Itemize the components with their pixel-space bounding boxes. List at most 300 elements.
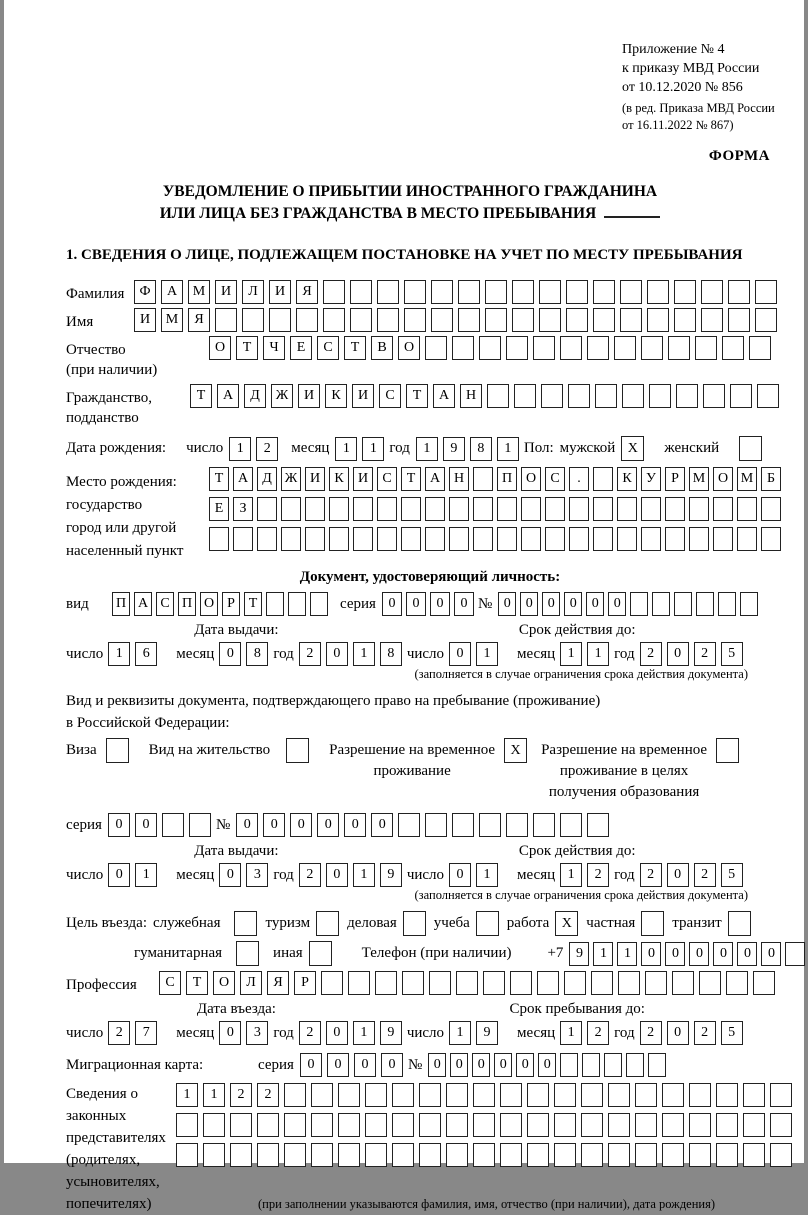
- char-cell[interactable]: 1: [335, 437, 357, 461]
- char-cell[interactable]: [545, 527, 565, 551]
- char-cell[interactable]: [761, 497, 781, 521]
- char-cell[interactable]: [431, 308, 453, 332]
- char-cell[interactable]: [674, 592, 692, 616]
- char-cell[interactable]: 0: [737, 942, 757, 966]
- char-cell[interactable]: [257, 1143, 279, 1167]
- char-cell[interactable]: С: [156, 592, 174, 616]
- char-cell[interactable]: О: [200, 592, 218, 616]
- char-cell[interactable]: И: [215, 280, 237, 304]
- char-cell[interactable]: [770, 1083, 792, 1107]
- char-cell[interactable]: Д: [244, 384, 266, 408]
- char-cell[interactable]: [696, 592, 714, 616]
- char-cell[interactable]: 0: [538, 1053, 556, 1077]
- char-cell[interactable]: [770, 1143, 792, 1167]
- char-cell[interactable]: И: [298, 384, 320, 408]
- char-cell[interactable]: Ж: [281, 467, 301, 491]
- char-cell[interactable]: Ж: [271, 384, 293, 408]
- char-cell[interactable]: [568, 384, 590, 408]
- char-cell[interactable]: [521, 527, 541, 551]
- char-cell[interactable]: [689, 1143, 711, 1167]
- char-cell[interactable]: Я: [296, 280, 318, 304]
- char-cell[interactable]: 0: [354, 1053, 376, 1077]
- char-cell[interactable]: [554, 1083, 576, 1107]
- purpose-study-checkbox[interactable]: [476, 911, 499, 936]
- char-cell[interactable]: 2: [694, 863, 716, 887]
- char-cell[interactable]: [676, 384, 698, 408]
- char-cell[interactable]: 0: [608, 592, 626, 616]
- title-blank-line[interactable]: [604, 204, 660, 218]
- char-cell[interactable]: Л: [242, 280, 264, 304]
- char-cell[interactable]: 0: [326, 1021, 348, 1045]
- char-cell[interactable]: [604, 1053, 622, 1077]
- char-cell[interactable]: [620, 308, 642, 332]
- char-cell[interactable]: [473, 1143, 495, 1167]
- char-cell[interactable]: 1: [203, 1083, 225, 1107]
- char-cell[interactable]: [641, 336, 663, 360]
- char-cell[interactable]: [689, 497, 709, 521]
- char-cell[interactable]: 2: [640, 863, 662, 887]
- char-cell[interactable]: Р: [665, 467, 685, 491]
- char-cell[interactable]: [755, 280, 777, 304]
- representatives-cells-3[interactable]: [176, 1143, 797, 1167]
- char-cell[interactable]: 0: [326, 642, 348, 666]
- stay-year-cells[interactable]: [640, 1021, 748, 1045]
- char-cell[interactable]: [350, 308, 372, 332]
- char-cell[interactable]: И: [305, 467, 325, 491]
- char-cell[interactable]: [425, 336, 447, 360]
- patronymic-cells[interactable]: [209, 336, 776, 360]
- char-cell[interactable]: 0: [449, 642, 471, 666]
- char-cell[interactable]: [635, 1143, 657, 1167]
- char-cell[interactable]: Н: [449, 467, 469, 491]
- char-cell[interactable]: [703, 384, 725, 408]
- char-cell[interactable]: [398, 813, 420, 837]
- char-cell[interactable]: 0: [667, 1021, 689, 1045]
- phone-cells[interactable]: [569, 942, 808, 966]
- residence-issue-day-cells[interactable]: [108, 863, 162, 887]
- char-cell[interactable]: К: [329, 467, 349, 491]
- char-cell[interactable]: 9: [443, 437, 465, 461]
- residence-expiry-day-cells[interactable]: [449, 863, 503, 887]
- sex-female-checkbox[interactable]: [739, 436, 762, 461]
- char-cell[interactable]: [749, 336, 771, 360]
- char-cell[interactable]: [215, 308, 237, 332]
- representatives-cells-2[interactable]: [176, 1113, 797, 1137]
- migration-series-cells[interactable]: [300, 1053, 408, 1077]
- char-cell[interactable]: И: [134, 308, 156, 332]
- char-cell[interactable]: [581, 1083, 603, 1107]
- char-cell[interactable]: 2: [694, 1021, 716, 1045]
- char-cell[interactable]: О: [521, 467, 541, 491]
- char-cell[interactable]: [770, 1113, 792, 1137]
- char-cell[interactable]: Т: [209, 467, 229, 491]
- char-cell[interactable]: 0: [219, 1021, 241, 1045]
- identity-expiry-month-cells[interactable]: [560, 642, 614, 666]
- char-cell[interactable]: [718, 592, 736, 616]
- char-cell[interactable]: [257, 527, 277, 551]
- char-cell[interactable]: А: [217, 384, 239, 408]
- char-cell[interactable]: 0: [406, 592, 426, 616]
- char-cell[interactable]: 2: [108, 1021, 130, 1045]
- char-cell[interactable]: [425, 497, 445, 521]
- char-cell[interactable]: [281, 527, 301, 551]
- char-cell[interactable]: 2: [640, 1021, 662, 1045]
- char-cell[interactable]: [674, 280, 696, 304]
- char-cell[interactable]: [674, 308, 696, 332]
- char-cell[interactable]: [473, 1083, 495, 1107]
- birth-day-cells[interactable]: [229, 437, 283, 461]
- char-cell[interactable]: 0: [494, 1053, 512, 1077]
- char-cell[interactable]: [479, 336, 501, 360]
- char-cell[interactable]: [737, 497, 757, 521]
- char-cell[interactable]: 0: [667, 642, 689, 666]
- char-cell[interactable]: 0: [219, 642, 241, 666]
- purpose-transit-checkbox[interactable]: [728, 911, 751, 936]
- char-cell[interactable]: [608, 1083, 630, 1107]
- char-cell[interactable]: 0: [454, 592, 474, 616]
- char-cell[interactable]: [647, 308, 669, 332]
- char-cell[interactable]: 5: [721, 863, 743, 887]
- char-cell[interactable]: 1: [135, 863, 157, 887]
- char-cell[interactable]: [425, 527, 445, 551]
- char-cell[interactable]: [689, 527, 709, 551]
- char-cell[interactable]: [701, 308, 723, 332]
- char-cell[interactable]: 0: [667, 863, 689, 887]
- char-cell[interactable]: [500, 1143, 522, 1167]
- char-cell[interactable]: Н: [460, 384, 482, 408]
- char-cell[interactable]: О: [398, 336, 420, 360]
- representatives-cells-1[interactable]: [176, 1083, 797, 1107]
- char-cell[interactable]: [527, 1113, 549, 1137]
- char-cell[interactable]: [593, 497, 613, 521]
- char-cell[interactable]: [321, 971, 343, 995]
- char-cell[interactable]: [257, 1113, 279, 1137]
- char-cell[interactable]: С: [545, 467, 565, 491]
- char-cell[interactable]: [284, 1083, 306, 1107]
- char-cell[interactable]: [554, 1143, 576, 1167]
- char-cell[interactable]: [649, 384, 671, 408]
- char-cell[interactable]: А: [161, 280, 183, 304]
- char-cell[interactable]: [377, 280, 399, 304]
- char-cell[interactable]: [617, 527, 637, 551]
- char-cell[interactable]: 2: [230, 1083, 252, 1107]
- char-cell[interactable]: Т: [190, 384, 212, 408]
- option-residence-permit-checkbox[interactable]: [286, 738, 309, 763]
- surname-cells[interactable]: [134, 280, 782, 304]
- birth-month-cells[interactable]: [335, 437, 389, 461]
- char-cell[interactable]: [626, 1053, 644, 1077]
- char-cell[interactable]: Л: [240, 971, 262, 995]
- char-cell[interactable]: [622, 384, 644, 408]
- char-cell[interactable]: [449, 497, 469, 521]
- char-cell[interactable]: [305, 497, 325, 521]
- stay-day-cells[interactable]: [449, 1021, 503, 1045]
- char-cell[interactable]: 0: [381, 1053, 403, 1077]
- char-cell[interactable]: 0: [236, 813, 258, 837]
- residence-expiry-month-cells[interactable]: [560, 863, 614, 887]
- citizenship-cells[interactable]: [190, 384, 784, 408]
- char-cell[interactable]: Р: [222, 592, 240, 616]
- char-cell[interactable]: [743, 1083, 765, 1107]
- char-cell[interactable]: [497, 527, 517, 551]
- char-cell[interactable]: [785, 942, 805, 966]
- birth-year-cells[interactable]: [416, 437, 524, 461]
- stay-month-cells[interactable]: [560, 1021, 614, 1045]
- char-cell[interactable]: 0: [327, 1053, 349, 1077]
- char-cell[interactable]: [452, 336, 474, 360]
- entry-day-cells[interactable]: [108, 1021, 162, 1045]
- char-cell[interactable]: 0: [542, 592, 560, 616]
- char-cell[interactable]: 2: [256, 437, 278, 461]
- char-cell[interactable]: [419, 1113, 441, 1137]
- char-cell[interactable]: 1: [449, 1021, 471, 1045]
- identity-number-cells[interactable]: [498, 592, 762, 616]
- char-cell[interactable]: [617, 497, 637, 521]
- char-cell[interactable]: [402, 971, 424, 995]
- char-cell[interactable]: [176, 1113, 198, 1137]
- char-cell[interactable]: 5: [721, 1021, 743, 1045]
- char-cell[interactable]: [716, 1113, 738, 1137]
- char-cell[interactable]: 0: [472, 1053, 490, 1077]
- char-cell[interactable]: [668, 336, 690, 360]
- char-cell[interactable]: [162, 813, 184, 837]
- char-cell[interactable]: [647, 280, 669, 304]
- char-cell[interactable]: [533, 336, 555, 360]
- char-cell[interactable]: [500, 1113, 522, 1137]
- char-cell[interactable]: [560, 813, 582, 837]
- char-cell[interactable]: [581, 1143, 603, 1167]
- option-education-residence-checkbox[interactable]: [716, 738, 739, 763]
- char-cell[interactable]: [537, 971, 559, 995]
- char-cell[interactable]: [401, 527, 421, 551]
- residence-number-cells[interactable]: [236, 813, 614, 837]
- char-cell[interactable]: 2: [299, 642, 321, 666]
- char-cell[interactable]: Е: [209, 497, 229, 521]
- char-cell[interactable]: Е: [290, 336, 312, 360]
- char-cell[interactable]: [473, 467, 493, 491]
- char-cell[interactable]: [641, 527, 661, 551]
- char-cell[interactable]: [582, 1053, 600, 1077]
- char-cell[interactable]: М: [161, 308, 183, 332]
- profession-cells[interactable]: [159, 971, 780, 995]
- char-cell[interactable]: А: [433, 384, 455, 408]
- char-cell[interactable]: [569, 527, 589, 551]
- char-cell[interactable]: [377, 308, 399, 332]
- char-cell[interactable]: [350, 280, 372, 304]
- char-cell[interactable]: [593, 467, 613, 491]
- char-cell[interactable]: 1: [587, 642, 609, 666]
- char-cell[interactable]: 1: [353, 863, 375, 887]
- identity-kind-cells[interactable]: [112, 592, 332, 616]
- char-cell[interactable]: 1: [560, 1021, 582, 1045]
- char-cell[interactable]: [560, 1053, 578, 1077]
- purpose-tourism-checkbox[interactable]: [316, 911, 339, 936]
- char-cell[interactable]: 1: [353, 1021, 375, 1045]
- char-cell[interactable]: [641, 497, 661, 521]
- char-cell[interactable]: [593, 280, 615, 304]
- char-cell[interactable]: 0: [761, 942, 781, 966]
- char-cell[interactable]: М: [689, 467, 709, 491]
- char-cell[interactable]: [740, 592, 758, 616]
- char-cell[interactable]: [512, 280, 534, 304]
- char-cell[interactable]: А: [134, 592, 152, 616]
- char-cell[interactable]: [500, 1083, 522, 1107]
- char-cell[interactable]: Ф: [134, 280, 156, 304]
- char-cell[interactable]: [761, 527, 781, 551]
- char-cell[interactable]: П: [112, 592, 130, 616]
- char-cell[interactable]: 0: [689, 942, 709, 966]
- char-cell[interactable]: 0: [428, 1053, 446, 1077]
- char-cell[interactable]: [230, 1113, 252, 1137]
- char-cell[interactable]: 2: [587, 1021, 609, 1045]
- char-cell[interactable]: [713, 527, 733, 551]
- char-cell[interactable]: [541, 384, 563, 408]
- char-cell[interactable]: [458, 308, 480, 332]
- migration-number-cells[interactable]: [428, 1053, 670, 1077]
- char-cell[interactable]: [419, 1143, 441, 1167]
- char-cell[interactable]: [564, 971, 586, 995]
- char-cell[interactable]: [560, 336, 582, 360]
- entry-month-cells[interactable]: [219, 1021, 273, 1045]
- char-cell[interactable]: [662, 1083, 684, 1107]
- char-cell[interactable]: [311, 1113, 333, 1137]
- char-cell[interactable]: 9: [476, 1021, 498, 1045]
- char-cell[interactable]: С: [317, 336, 339, 360]
- char-cell[interactable]: 0: [371, 813, 393, 837]
- char-cell[interactable]: [665, 497, 685, 521]
- char-cell[interactable]: [699, 971, 721, 995]
- char-cell[interactable]: [483, 971, 505, 995]
- char-cell[interactable]: С: [377, 467, 397, 491]
- char-cell[interactable]: 2: [694, 642, 716, 666]
- char-cell[interactable]: [323, 280, 345, 304]
- char-cell[interactable]: [323, 308, 345, 332]
- char-cell[interactable]: 0: [219, 863, 241, 887]
- char-cell[interactable]: 0: [641, 942, 661, 966]
- char-cell[interactable]: [487, 384, 509, 408]
- char-cell[interactable]: [695, 336, 717, 360]
- char-cell[interactable]: 9: [569, 942, 589, 966]
- char-cell[interactable]: [497, 497, 517, 521]
- char-cell[interactable]: 0: [108, 813, 130, 837]
- char-cell[interactable]: [377, 497, 397, 521]
- residence-series-cells[interactable]: [108, 813, 216, 837]
- char-cell[interactable]: 1: [476, 642, 498, 666]
- residence-issue-year-cells[interactable]: [299, 863, 407, 887]
- char-cell[interactable]: [305, 527, 325, 551]
- char-cell[interactable]: Т: [236, 336, 258, 360]
- char-cell[interactable]: [284, 1113, 306, 1137]
- char-cell[interactable]: [566, 308, 588, 332]
- char-cell[interactable]: [728, 308, 750, 332]
- char-cell[interactable]: 2: [640, 642, 662, 666]
- char-cell[interactable]: [392, 1083, 414, 1107]
- char-cell[interactable]: И: [352, 384, 374, 408]
- char-cell[interactable]: [514, 384, 536, 408]
- char-cell[interactable]: [591, 971, 613, 995]
- char-cell[interactable]: [446, 1083, 468, 1107]
- char-cell[interactable]: [569, 497, 589, 521]
- char-cell[interactable]: Я: [188, 308, 210, 332]
- char-cell[interactable]: У: [641, 467, 661, 491]
- char-cell[interactable]: [230, 1143, 252, 1167]
- birth-place-cells-1[interactable]: [209, 467, 785, 491]
- char-cell[interactable]: 0: [449, 863, 471, 887]
- char-cell[interactable]: [348, 971, 370, 995]
- identity-expiry-year-cells[interactable]: [640, 642, 748, 666]
- char-cell[interactable]: [404, 308, 426, 332]
- char-cell[interactable]: [716, 1083, 738, 1107]
- char-cell[interactable]: [266, 592, 284, 616]
- char-cell[interactable]: [365, 1143, 387, 1167]
- char-cell[interactable]: П: [178, 592, 196, 616]
- char-cell[interactable]: [506, 336, 528, 360]
- char-cell[interactable]: А: [425, 467, 445, 491]
- char-cell[interactable]: П: [497, 467, 517, 491]
- char-cell[interactable]: 8: [246, 642, 268, 666]
- identity-expiry-day-cells[interactable]: [449, 642, 503, 666]
- char-cell[interactable]: [614, 336, 636, 360]
- char-cell[interactable]: [554, 1113, 576, 1137]
- char-cell[interactable]: [581, 1113, 603, 1137]
- char-cell[interactable]: [618, 971, 640, 995]
- char-cell[interactable]: 1: [476, 863, 498, 887]
- char-cell[interactable]: 0: [713, 942, 733, 966]
- char-cell[interactable]: [662, 1113, 684, 1137]
- char-cell[interactable]: [284, 1143, 306, 1167]
- char-cell[interactable]: [689, 1083, 711, 1107]
- char-cell[interactable]: О: [209, 336, 231, 360]
- char-cell[interactable]: [311, 1143, 333, 1167]
- char-cell[interactable]: Ч: [263, 336, 285, 360]
- char-cell[interactable]: 0: [520, 592, 538, 616]
- entry-year-cells[interactable]: [299, 1021, 407, 1045]
- option-visa-checkbox[interactable]: [106, 738, 129, 763]
- char-cell[interactable]: [645, 971, 667, 995]
- char-cell[interactable]: [539, 308, 561, 332]
- identity-issue-month-cells[interactable]: [219, 642, 273, 666]
- char-cell[interactable]: [620, 280, 642, 304]
- char-cell[interactable]: 3: [246, 863, 268, 887]
- char-cell[interactable]: [353, 497, 373, 521]
- char-cell[interactable]: Д: [257, 467, 277, 491]
- residence-expiry-year-cells[interactable]: [640, 863, 748, 887]
- char-cell[interactable]: [566, 280, 588, 304]
- char-cell[interactable]: С: [379, 384, 401, 408]
- sex-male-checkbox[interactable]: X: [621, 436, 644, 461]
- char-cell[interactable]: А: [233, 467, 253, 491]
- char-cell[interactable]: [189, 813, 211, 837]
- char-cell[interactable]: [338, 1143, 360, 1167]
- char-cell[interactable]: [539, 280, 561, 304]
- char-cell[interactable]: [310, 592, 328, 616]
- char-cell[interactable]: 1: [229, 437, 251, 461]
- char-cell[interactable]: [419, 1083, 441, 1107]
- char-cell[interactable]: 8: [380, 642, 402, 666]
- char-cell[interactable]: [757, 384, 779, 408]
- char-cell[interactable]: [392, 1143, 414, 1167]
- char-cell[interactable]: [365, 1083, 387, 1107]
- char-cell[interactable]: [722, 336, 744, 360]
- char-cell[interactable]: [446, 1113, 468, 1137]
- char-cell[interactable]: 1: [353, 642, 375, 666]
- identity-issue-year-cells[interactable]: [299, 642, 407, 666]
- char-cell[interactable]: 1: [560, 642, 582, 666]
- char-cell[interactable]: 0: [564, 592, 582, 616]
- char-cell[interactable]: 1: [416, 437, 438, 461]
- char-cell[interactable]: [329, 497, 349, 521]
- char-cell[interactable]: 0: [326, 863, 348, 887]
